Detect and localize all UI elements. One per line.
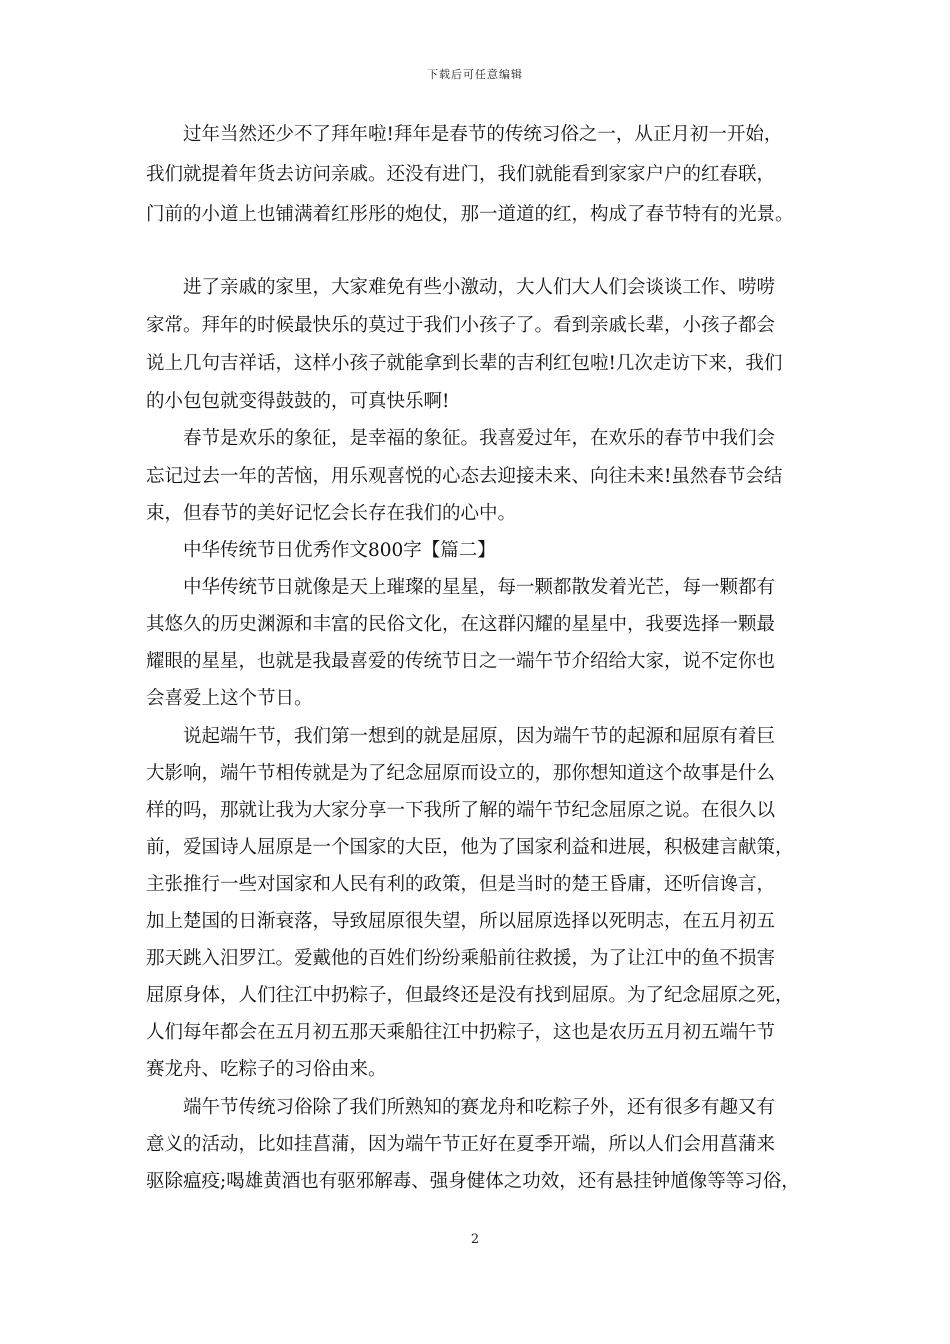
text-line: 中华传统节日就像是天上璀璨的星星，每一颗都散发着光芒，每一颗都有 bbox=[183, 577, 776, 598]
text-line: 家常。拜年的时候最快乐的莫过于我们小孩子了。看到亲戚长辈，小孩子都会 bbox=[146, 315, 776, 336]
section-heading: 中华传统节日优秀作文800字【篇二】 bbox=[183, 540, 496, 561]
text-line: 主张推行一些对国家和人民有利的政策，但是当时的楚王昏庸，还听信谗言， bbox=[146, 874, 776, 895]
text-line: 束，但春节的美好记忆会长存在我们的心中。 bbox=[146, 503, 517, 524]
text-line: 说上几句吉祥话，这样小孩子就能拿到长辈的吉利红包啦!几次走访下来，我们 bbox=[146, 353, 783, 374]
text-line: 过年当然还少不了拜年啦!拜年是春节的传统习俗之一，从正月初一开始， bbox=[183, 124, 783, 145]
text-line: 样的吗，那就让我为大家分享一下我所了解的端午节纪念屈原之说。在很久以 bbox=[146, 800, 776, 821]
text-line: 忘记过去一年的苦恼，用乐观喜悦的心态去迎接未来、向往未来!虽然春节会结 bbox=[146, 466, 783, 487]
text-line: 意义的活动，比如挂菖蒲，因为端午节正好在夏季开端，所以人们会用菖蒲来 bbox=[146, 1134, 776, 1155]
text-line: 赛龙舟、吃粽子的习俗由来。 bbox=[146, 1059, 387, 1080]
text-line: 驱除瘟疫;喝雄黄酒也有驱邪解毒、强身健体之功效，还有悬挂钟馗像等等习俗， bbox=[146, 1171, 800, 1192]
text-line: 大影响，端午节相传就是为了纪念屈原而设立的，那你想知道这个故事是什么 bbox=[146, 763, 776, 784]
page-number: 2 bbox=[470, 1232, 480, 1247]
text-line: 说起端午节，我们第一想到的就是屈原，因为端午节的起源和屈原有着巨 bbox=[183, 726, 776, 747]
text-line: 进了亲戚的家里，大家难免有些小激动，大人们大人们会谈谈工作、唠唠 bbox=[183, 277, 776, 298]
text-line: 我们就提着年货去访问亲戚。还没有进门，我们就能看到家家户户的红春联， bbox=[146, 164, 776, 185]
text-line: 前，爱国诗人屈原是一个国家的大臣，他为了国家利益和进展，积极建言献策， bbox=[146, 837, 794, 858]
text-line: 春节是欢乐的象征，是幸福的象征。我喜爱过年，在欢乐的春节中我们会 bbox=[183, 428, 776, 449]
text-line: 人们每年都会在五月初五那天乘船往江中扔粽子，这也是农历五月初五端午节 bbox=[146, 1022, 776, 1043]
text-line: 加上楚国的日渐衰落，导致屈原很失望，所以屈原选择以死明志，在五月初五 bbox=[146, 911, 776, 932]
text-line: 那天跳入汨罗江。爱戴他的百姓们纷纷乘船前往救援，为了让江中的鱼不损害 bbox=[146, 948, 776, 969]
page-header: 下载后可任意编辑 bbox=[427, 68, 523, 81]
text-line: 耀眼的星星，也就是我最喜爱的传统节日之一端午节介绍给大家，说不定你也 bbox=[146, 651, 776, 672]
text-line: 会喜爱上这个节日。 bbox=[146, 688, 313, 709]
text-line: 的小包包就变得鼓鼓的，可真快乐啊! bbox=[146, 391, 450, 412]
text-line: 端午节传统习俗除了我们所熟知的赛龙舟和吃粽子外，还有很多有趣又有 bbox=[183, 1097, 776, 1118]
text-line: 其悠久的历史渊源和丰富的民俗文化，在这群闪耀的星星中，我要选择一颗最 bbox=[146, 614, 776, 635]
text-line: 门前的小道上也铺满着红彤彤的炮仗，那一道道的红，构成了春节特有的光景。 bbox=[146, 204, 794, 225]
text-line: 屈原身体，人们往江中扔粽子，但最终还是没有找到屈原。为了纪念屈原之死， bbox=[146, 985, 794, 1006]
